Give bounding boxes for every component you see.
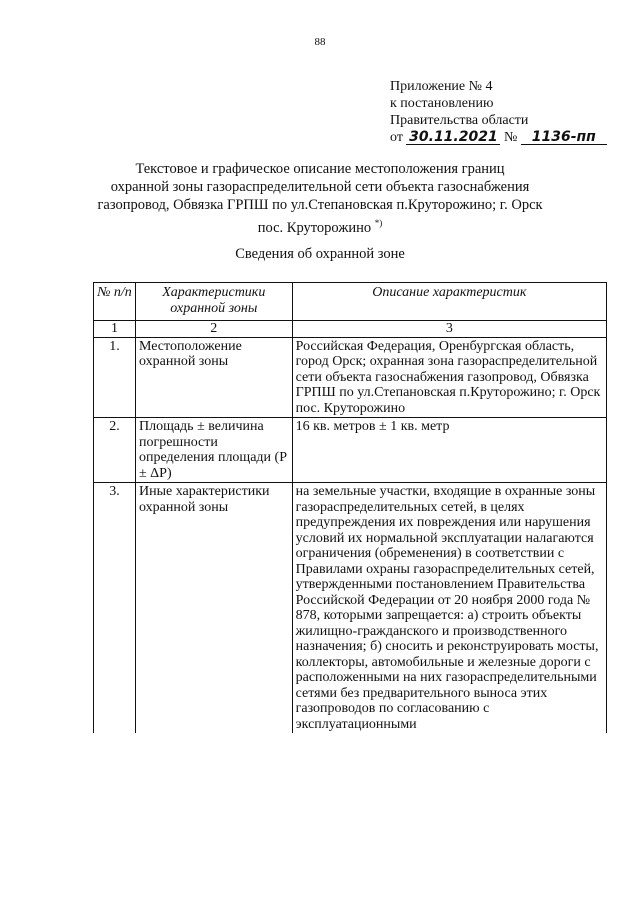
- column-number: 1: [94, 321, 136, 338]
- from-label: от: [390, 130, 403, 145]
- footnote-mark: *): [374, 218, 383, 228]
- row-number: 1.: [94, 337, 136, 418]
- appendix-to-resolution: к постановлению: [390, 96, 494, 111]
- title-line-text: пос. Круторожино: [257, 219, 372, 236]
- row-characteristic: Иные характеристики охранной зоны: [135, 483, 292, 734]
- document-title: [70, 160, 570, 237]
- handwritten-date: 30.11.2021: [406, 130, 500, 145]
- appendix-title: Приложение № 4: [390, 79, 493, 94]
- appendix-date-number-line: [390, 129, 607, 146]
- row-description: на земельные участки, входящие в охранные зоны газораспределительных сетей, в целях предупреждения их повреждения или нарушения условий их нормальной эксплуатации налагаются ограничения (обременения) в соответствии с Правилами охраны газораспределительных сетей, утвержденными постановлением Правительства Российской Федерации от 20 ноября 2000 года № 878, которыми запрещается: а) строить объекты жилищно-гражданского и производственного назначения; б) сносить и реконструировать мосты, коллекторы, автомобильные и железные дороги с расположенными на них газораспределительными сетями без предварительного выноса этих газопроводов по согласованию с эксплуатационными: [292, 483, 606, 734]
- table-header-row: [94, 283, 607, 321]
- row-characteristic: Площадь ± величина погрешности определения площади (P ± ΔP): [135, 418, 292, 483]
- header-characteristics: Характеристики охранной зоны: [135, 283, 292, 321]
- title-line: газопровод, Обвязка ГРПШ по ул.Степановская п.Круторожино; г. Орск: [97, 197, 543, 213]
- row-number: 2.: [94, 418, 136, 483]
- column-number: 3: [292, 321, 606, 338]
- header-description: Описание характеристик: [292, 283, 606, 321]
- row-characteristic: Местоположение охранной зоны: [135, 337, 292, 418]
- column-number-row: [94, 321, 607, 338]
- column-number: 2: [135, 321, 292, 338]
- title-line: охранной зоны газораспределительной сети объекта газоснабжения: [110, 179, 530, 195]
- appendix-block: [390, 78, 607, 146]
- number-label: №: [503, 130, 518, 145]
- page-number: 88: [314, 36, 326, 48]
- table-row: [94, 483, 607, 734]
- title-line: [70, 214, 570, 237]
- title-line: Текстовое и графическое описание местоположения границ: [135, 161, 505, 177]
- row-description: 16 кв. метров ± 1 кв. метр: [292, 418, 606, 483]
- zone-info-table: [93, 282, 607, 733]
- section-subtitle: Сведения об охранной зоне: [235, 246, 405, 262]
- row-description: Российская Федерация, Оренбургская область, город Орск; охранная зона газораспределительной сети объекта газоснабжения газопровод, Обвязка ГРПШ по ул.Степановская п.Круторожино; г. Орск пос. Круторожино: [292, 337, 606, 418]
- appendix-government: Правительства области: [390, 113, 529, 128]
- row-number: 3.: [94, 483, 136, 734]
- handwritten-number: 1136-пп: [521, 130, 607, 145]
- table-row: [94, 418, 607, 483]
- table-row: [94, 337, 607, 418]
- header-number: № п/п: [94, 283, 136, 321]
